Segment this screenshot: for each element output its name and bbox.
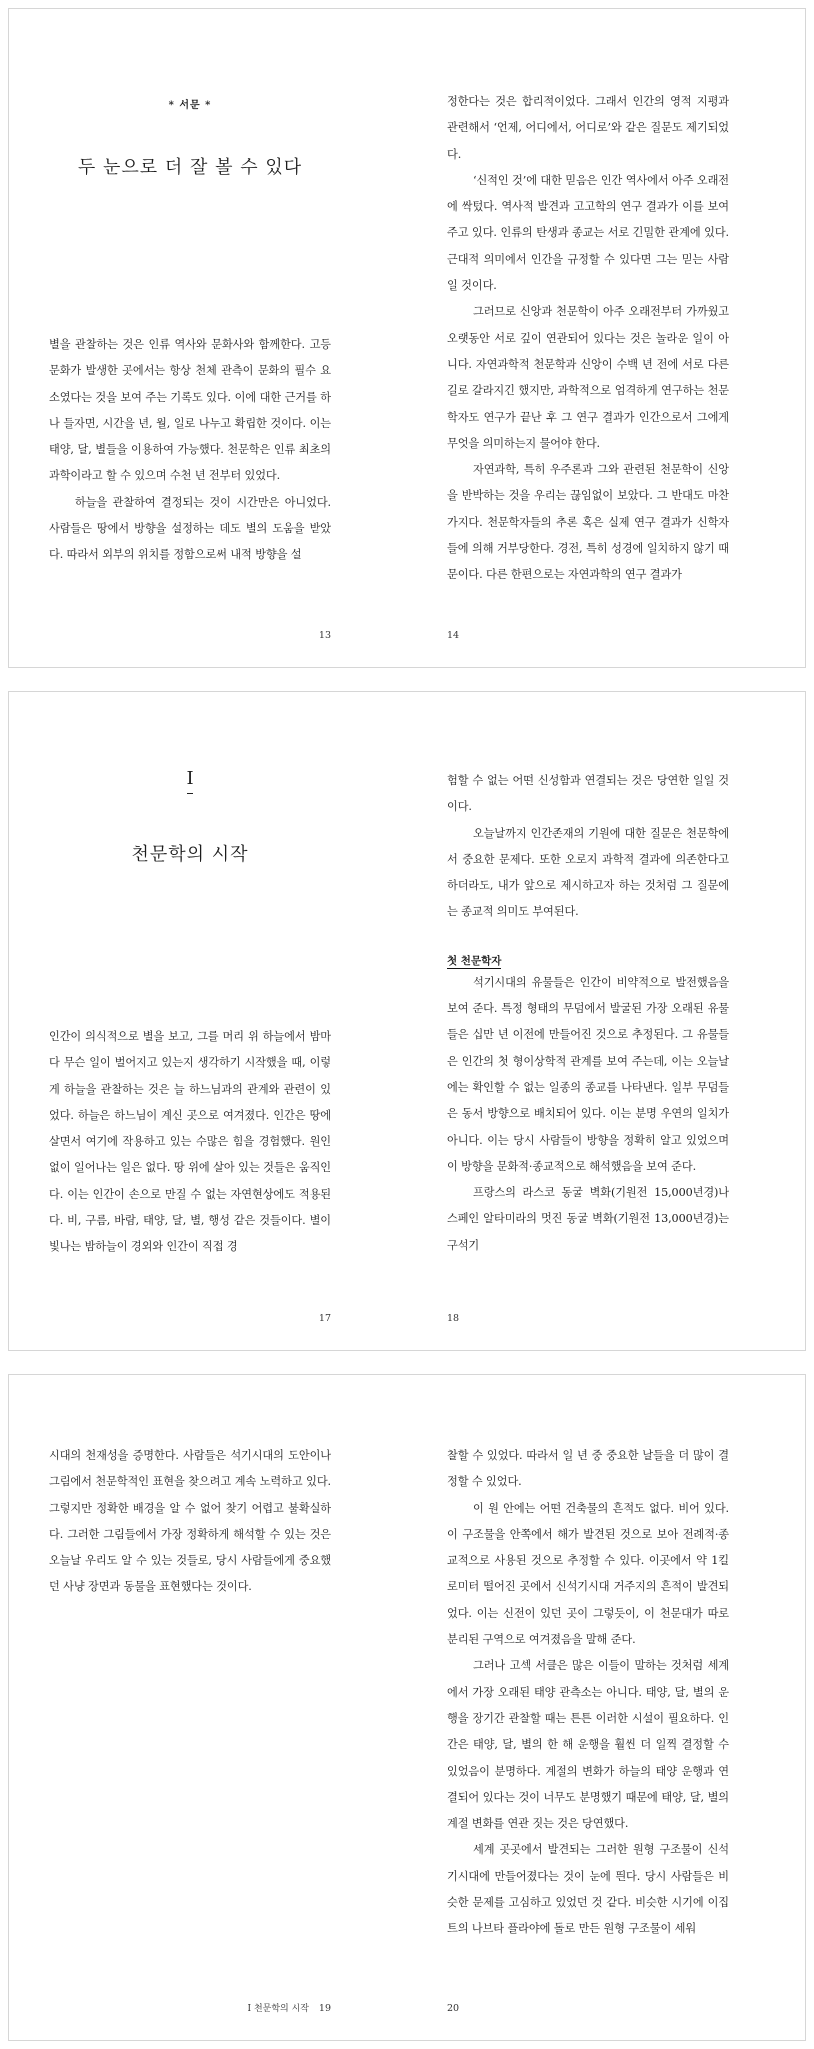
page-number: 13 [318, 630, 331, 641]
page-number: 18 [447, 1313, 460, 1324]
paragraph: 오늘날까지 인간존재의 기원에 대한 질문은 천문학에서 중요한 문제다. 또한 오로지 과학적 결과에 의존한다고 하더라도, 내가 앞으로 제시하고자 하는 것처럼 그 질문에는 종교적 의미도 부여된다. [447, 826, 729, 919]
section-heading [447, 952, 729, 970]
paragraph: 자연과학, 특히 우주론과 그와 관련된 천문학이 신앙을 반박하는 것을 우리는 끊임없이 보았다. 그 반대도 마찬가지다. 천문학자들의 추론 혹은 실제 연구 결과가 신학자들에 의해 거부당한다. 경전, 특히 성경에 일치하지 않기 때문이다. 다른 한편으로는 자연과학의 연구 결과가 [447, 463, 729, 582]
page-number: 20 [447, 2003, 460, 2014]
body-text [447, 89, 729, 589]
page-number: 19 [318, 2003, 331, 2014]
paragraph: 그러므로 신앙과 천문학이 아주 오래전부터 가까웠고 오랫동안 서로 깊이 연관되어 있다는 것은 놀라운 일이 아니다. 자연과학적 천문학과 신앙이 수백 년 전에 서로 다른 길로 갈라지긴 했지만, 과학적으로 엄격하게 연구하는 천문학자도 연구가 끝난 후 그 연구 결과가 인간으로서 그에게 무엇을 의미하는지 물어야 한다. [447, 305, 729, 450]
paragraph: ‘신적인 것’에 대한 믿음은 인간 역사에서 아주 오래전에 싹텄다. 역사적 발견과 고고학의 연구 결과가 이를 보여 주고 있다. 인류의 탄생과 종교는 서로 긴밀한 관계에 있다. 근대적 의미에서 인간을 규정할 수 있다면 그는 믿는 사람일 것이다. [447, 173, 729, 293]
body-text [447, 768, 729, 1259]
book-spread-2 [8, 691, 806, 1351]
paragraph: 찰할 수 있었다. 따라서 일 년 중 중요한 날들을 더 많이 결정할 수 있었다. [447, 1449, 729, 1489]
page-14 [407, 9, 769, 667]
paragraph: 프랑스의 라스코 동굴 벽화(기원전 15,000년경)나 스페인 알타미라의 멋진 동굴 벽화(기원전 13,000년경)는 구석기 [447, 1186, 729, 1252]
page-19 [9, 1375, 371, 2040]
preface-title: 두 눈으로 더 잘 볼 수 있다 [77, 157, 303, 178]
page-number: 14 [447, 630, 460, 641]
paragraph: 정한다는 것은 합리적이었다. 그래서 인간의 영적 지평과 관련해서 ‘언제, 어디에서, 어디로’와 같은 질문도 제기되었다. [447, 95, 729, 161]
paragraph: 이 원 안에는 어떤 건축물의 흔적도 없다. 비어 있다. 이 구조물을 안쪽에서 해가 발견된 것으로 보아 전례적·종교적으로 사용된 것으로 추정할 수 있다. 이곳에서 약 1킬로미터 떨어진 곳에서 신석기시대 거주지의 흔적이 발견되었다. 이는 신전이 있던 곳이 그렇듯이, 이 천문대가 따로 분리된 구역으로 여겨졌음을 말해 준다. [447, 1501, 729, 1647]
paragraph: 인간이 의식적으로 별을 보고, 그를 머리 위 하늘에서 밤마다 무슨 일이 벌어지고 있는지 생각하기 시작했을 때, 이렇게 하늘을 관찰하는 것은 늘 하느님과의 관계와 관련이 있었다. 하늘은 하느님이 계신 곳으로 여겨졌다. 인간은 땅에 살면서 여기에 작용하고 있는 수많은 힘을 경험했다. 원인 없이 일어나는 일은 없다. 땅 위에 살아 있는 것들은 움직인다. 이는 인간이 손으로 만질 수 없는 자연현상에도 적용된다. 비, 구름, 바람, 태양, 달, 별, 행성 같은 것들이다. 별이 빛나는 밤하늘이 경외와 인간이 직접 경 [49, 1030, 331, 1254]
paragraph: 시대의 천재성을 증명한다. 사람들은 석기시대의 도안이나 그림에서 천문학적인 표현을 찾으려고 계속 노력하고 있다. 그렇지만 정확한 배경을 알 수 없어 찾기 어렵고 불확실하다. 그러한 그림들에서 가장 정확하게 해석할 수 있는 것은 오늘날 우리도 알 수 있는 것들로, 당시 사람들에게 중요했던 사냥 장면과 동물을 표현했다는 것이다. [49, 1449, 331, 1594]
page-18 [407, 692, 769, 1350]
book-spread-1 [8, 8, 806, 668]
body-text [49, 332, 331, 569]
body-text [447, 1443, 729, 1943]
book-spread-3 [8, 1374, 806, 2041]
body-text [49, 1443, 331, 1601]
page-17 [9, 692, 371, 1350]
page-20 [407, 1375, 769, 2040]
paragraph: 별을 관찰하는 것은 인류 역사와 문화사와 함께한다. 고등 문화가 발생한 곳에서는 항상 천체 관측이 문화의 필수 요소였다는 것을 보여 주는 기록도 있다. 이에 대한 근거를 하나 들자면, 시간을 년, 월, 일로 나누고 확립한 것이다. 이는 태양, 달, 별들을 이용하여 가능했다. 천문학은 인류 최초의 과학이라고 할 수 있으며 수천 년 전부터 있었다. [49, 338, 331, 483]
paragraph: 그러나 고섹 서클은 많은 이들이 말하는 것처럼 세계에서 가장 오래된 태양 관측소는 아니다. 태양, 달, 별의 운행을 장기간 관찰할 때는 튼튼 이러한 시설이 필요하다. 인간은 태양, 달, 별의 한 해 운행을 훨씬 더 일찍 결정할 수 있었음이 분명하다. 계절의 변화가 하늘의 태양 운행과 연결되어 있다는 것이 너무도 분명했기 때문에 태양, 달, 별의 계절 변화를 연관 짓는 것은 당연했다. [447, 1659, 729, 1831]
paragraph: 하늘을 관찰하여 결정되는 것이 시간만은 아니었다. 사람들은 땅에서 방향을 설정하는 데도 별의 도움을 받았다. 따라서 외부의 위치를 정함으로써 내적 방향을 설 [49, 495, 331, 562]
chapter-number-rule [187, 793, 193, 794]
page-number: 17 [318, 1313, 331, 1324]
chapter-number: I [186, 768, 194, 789]
page-13 [9, 9, 371, 667]
chapter-title: 천문학의 시작 [131, 844, 249, 865]
running-header: I 천문학의 시작 [247, 2004, 309, 2014]
paragraph: 석기시대의 유물들은 인간이 비약적으로 발전했음을 보여 준다. 특정 형태의 무덤에서 발굴된 가장 오래된 유물들은 십만 년 이전에 만들어진 것으로 추정된다. 그 유물들은 인간의 첫 형이상학적 관계를 보여 주는데, 이는 오늘날에는 확인할 수 없는 일종의 종교를 나타낸다. 일부 무덤들은 동서 방향으로 배치되어 있다. 이는 분명 우연의 일치가 아니다. 이는 당시 사람들이 방향을 정확히 알고 있었으며 이 방향을 문화적·종교적으로 해석했음을 보여 준다. [447, 975, 729, 1173]
paragraph: 험할 수 없는 어떤 신성함과 연결되는 것은 당연한 일일 것이다. [447, 774, 729, 814]
body-text [49, 1024, 331, 1261]
paragraph: 세계 곳곳에서 발견되는 그러한 원형 구조물이 신석기시대에 만들어졌다는 것이 눈에 띈다. 당시 사람들은 비슷한 문제를 고심하고 있었던 것 같다. 비슷한 시기에 이집트의 나브타 플라야에 돌로 만든 원형 구조물이 세워 [447, 1843, 729, 1936]
section-heading-text: 첫 천문학자 [447, 954, 502, 967]
preface-label: * 서문 * [168, 100, 212, 111]
